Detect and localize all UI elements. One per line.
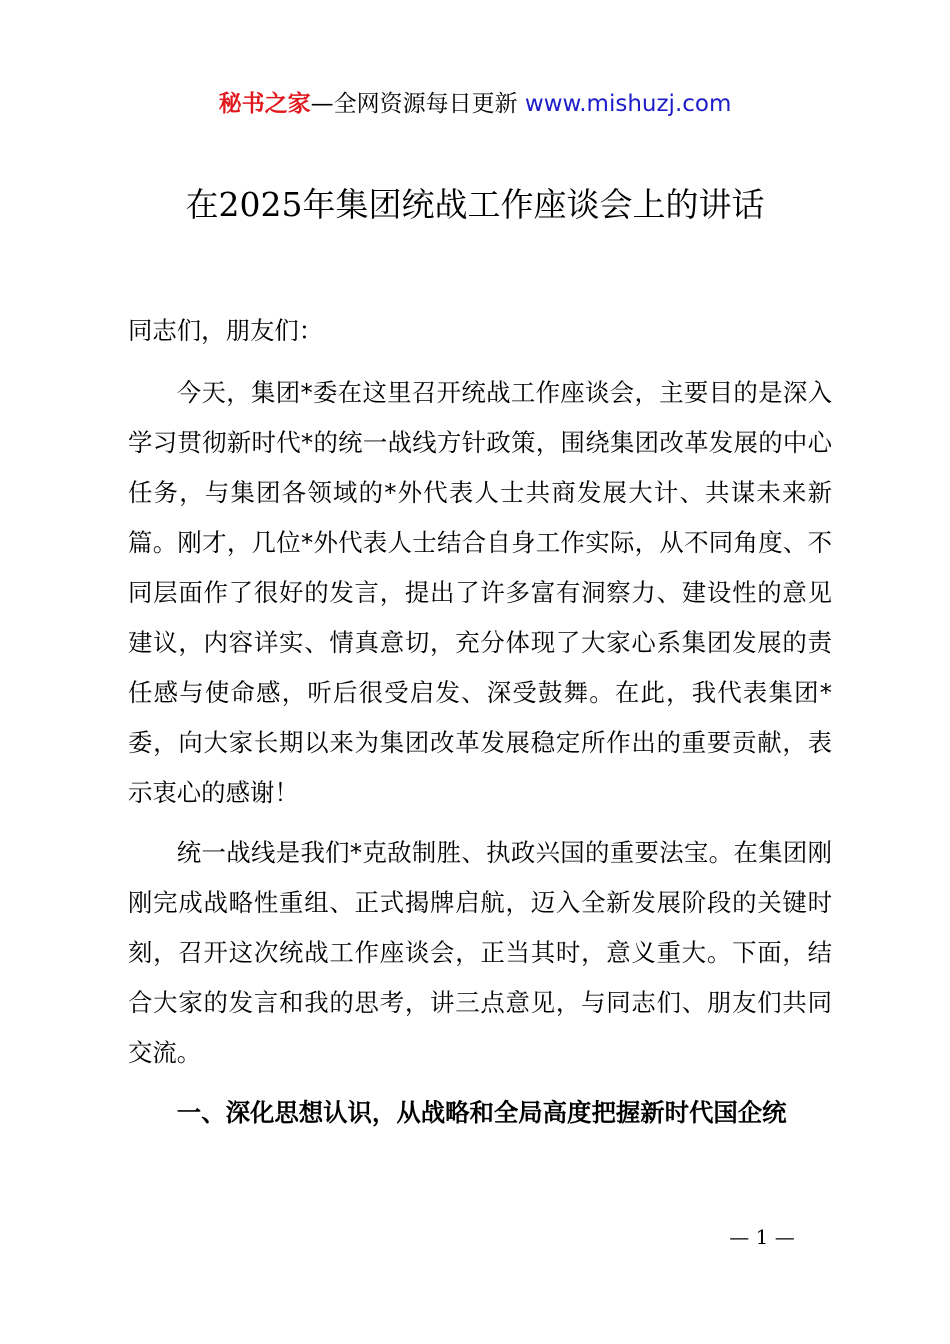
site-url-link[interactable]: www.mishuzj.com — [524, 91, 732, 117]
site-tagline: 全网资源每日更新 — [333, 91, 518, 117]
header-dash: — — [310, 91, 334, 117]
document-title: 在2025年集团统战工作座谈会上的讲话 — [185, 185, 765, 224]
site-header — [0, 88, 950, 120]
site-brand: 秘书之家 — [218, 91, 311, 117]
page-number: — 1 — — [729, 1225, 795, 1249]
paragraph-intro: 今天，集团*委在这里召开统战工作座谈会，主要目的是深入学习贯彻新时代*的统一战线方针政策，围绕集团改革发展的中心任务，与集团各领域的*外代表人士共商发展大计、共谋未来新篇。刚才，几位*外代表人士结合自身工作实际，从不同角度、不同层面作了很好的发言，提出了许多富有洞察力、建设性的意见建议，内容详实、情真意切，充分体现了大家心系集团发展的责任感与使命感，听后很受启发、深受鼓舞。在此，我代表集团*委，向大家长期以来为集团改革发展稳定所作出的重要贡献，表示衷心的感谢！ — [128, 378, 832, 807]
greeting-line: 同志们，朋友们： — [128, 316, 324, 345]
paragraph-context: 统一战线是我们*克敌制胜、执政兴国的重要法宝。在集团刚刚完成战略性重组、正式揭牌启航，迈入全新发展阶段的关键时刻，召开这次统战工作座谈会，正当其时，意义重大。下面，结合大家的发言和我的思考，讲三点意见，与同志们、朋友们共同交流。 — [128, 838, 832, 1067]
section-heading: 一、深化思想认识，从战略和全局高度把握新时代国企统 — [176, 1098, 787, 1127]
